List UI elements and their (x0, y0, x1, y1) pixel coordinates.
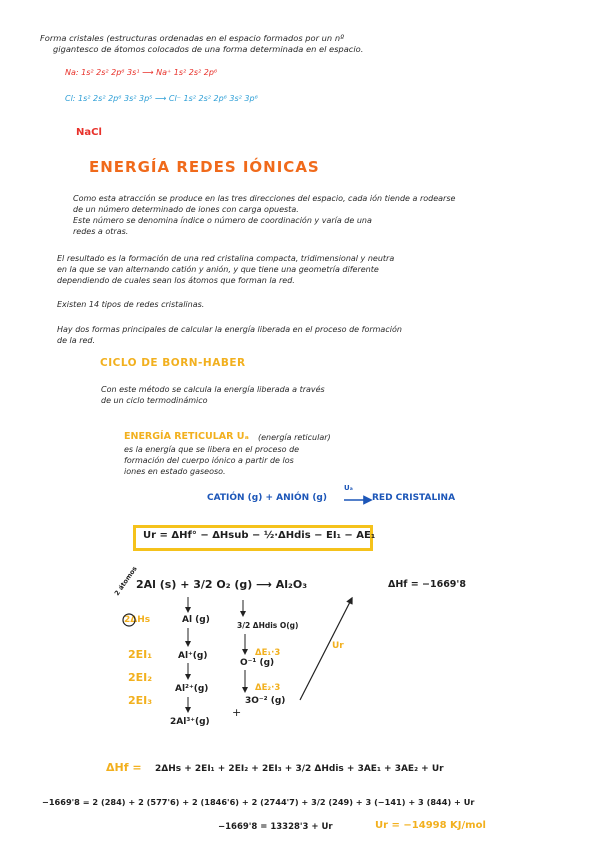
al-plus: Al⁺(g) (178, 651, 208, 661)
para-coordination-2: de un número determinado de iones con carga opuesta. (73, 205, 299, 214)
box-formula: Ur = ΔHf° − ΔHsub − ½·ΔHdis − EI₁ − AE₁ (143, 530, 376, 541)
svg-text:+: + (232, 706, 242, 719)
reticular-desc-3: iones en estado gaseoso. (124, 467, 226, 476)
para-methods-2: de la red. (57, 336, 96, 345)
para-coordination-3: Este número se denomina índice o número de coordinación y varía de una (73, 216, 372, 225)
o-minus: O⁻¹ (g) (240, 658, 275, 668)
ur-label: Ur (332, 641, 344, 651)
born-haber-title: CICLO DE BORN-HABER (100, 357, 246, 369)
final-numbers: −1669'8 = 2 (284) + 2 (577'6) + 2 (1846'6) + 2 (2744'7) + 3/2 (249) + 3 (−141) + 3 (844) + Ur (42, 797, 475, 807)
ei3-label: 2EI₃ (128, 694, 153, 707)
al-3plus: 2Al³⁺(g) (170, 717, 210, 727)
born-haber-desc-2: de un ciclo termodinámico (101, 396, 208, 405)
nacl-label: NaCl (76, 127, 102, 138)
final-answer: Ur = −14998 KJ/mol (375, 820, 486, 831)
para-types: Existen 14 tipos de redes cristalinas. (57, 300, 205, 309)
ei2-label: 2EI₂ (128, 671, 153, 684)
al-2plus: Al²⁺(g) (175, 684, 209, 694)
reticular-energy-label: ENERGÍA RETICULAR Uₐ (124, 431, 249, 442)
para-result-3: dependiendo de cuales sean los átomos que forman la red. (57, 276, 295, 285)
final-dhf-label: ΔHf = (106, 761, 142, 774)
para-methods-1: Hay dos formas principales de calcular la energía liberada en el proceso de formación (57, 325, 402, 334)
reticular-desc-2: formación del cuerpo iónico a partir de los (124, 456, 294, 465)
dhs-label: 2ΔHs (124, 615, 151, 625)
born-haber-desc-1: Con este método se calcula la energía liberada a través (101, 385, 325, 394)
reticular-energy-paren: (energía reticular) (258, 433, 331, 442)
para-coordination-1: Como esta atracción se produce en las tres direcciones del espacio, cada ión tiende a rodearse (73, 194, 456, 203)
reaction-equation: 2Al (s) + 3/2 O₂ (g) ⟶ Al₂O₃ (136, 578, 308, 591)
ae2-label: ΔE₂·3 (255, 683, 281, 693)
red-cristalina: RED CRISTALINA (372, 493, 456, 503)
al-gas: Al (g) (182, 615, 210, 625)
final-result: −1669'8 = 13328'3 + Ur (218, 822, 333, 832)
o-gas: 3/2 ΔHdis O(g) (237, 621, 299, 630)
ei1-label: 2EI₁ (128, 648, 153, 661)
para-result-1: El resultado es la formación de una red cristalina compacta, tridimensional y neutra (57, 254, 395, 263)
two-atoms-note: 2 átomos (112, 564, 139, 598)
reticular-desc-1: es la energía que se libera en el proceso de (124, 445, 300, 454)
ae1-label: ΔE₁·3 (255, 648, 281, 658)
ua-over-arrow: Uₐ (344, 484, 353, 492)
na-configuration: Na: 1s² 2s² 2p⁶ 3s¹ ⟶ Na⁺ 1s² 2s² 2p⁶ (65, 68, 218, 77)
dhf-value: ΔHf = −1669'8 (388, 579, 466, 590)
cl-configuration: Cl: 1s² 2s² 2p⁶ 3s² 3p⁵ ⟶ Cl⁻ 1s² 2s² 2p⁶ 3s² 3p⁶ (65, 94, 258, 103)
final-sum: 2ΔHs + 2EI₁ + 2EI₂ + 2EI₃ + 3/2 ΔHdis + 3AE₁ + 3AE₂ + Ur (155, 764, 444, 774)
o-2minus: 3O⁻² (g) (245, 696, 286, 706)
intro-line-2: gigantesco de átomos colocados de una forma determinada en el espacio. (53, 44, 364, 54)
para-coordination-4: redes a otras. (73, 227, 129, 236)
cation-anion: CATIÓN (g) + ANIÓN (g) (207, 493, 327, 503)
section-title: ENERGÍA REDES IÓNICAS (89, 158, 320, 176)
para-result-2: en la que se van alternando catión y anión, y que tiene una geometría diferente (57, 265, 379, 274)
intro-line-1: Forma cristales (estructuras ordenadas en el espacio formados por un nº (40, 33, 344, 43)
